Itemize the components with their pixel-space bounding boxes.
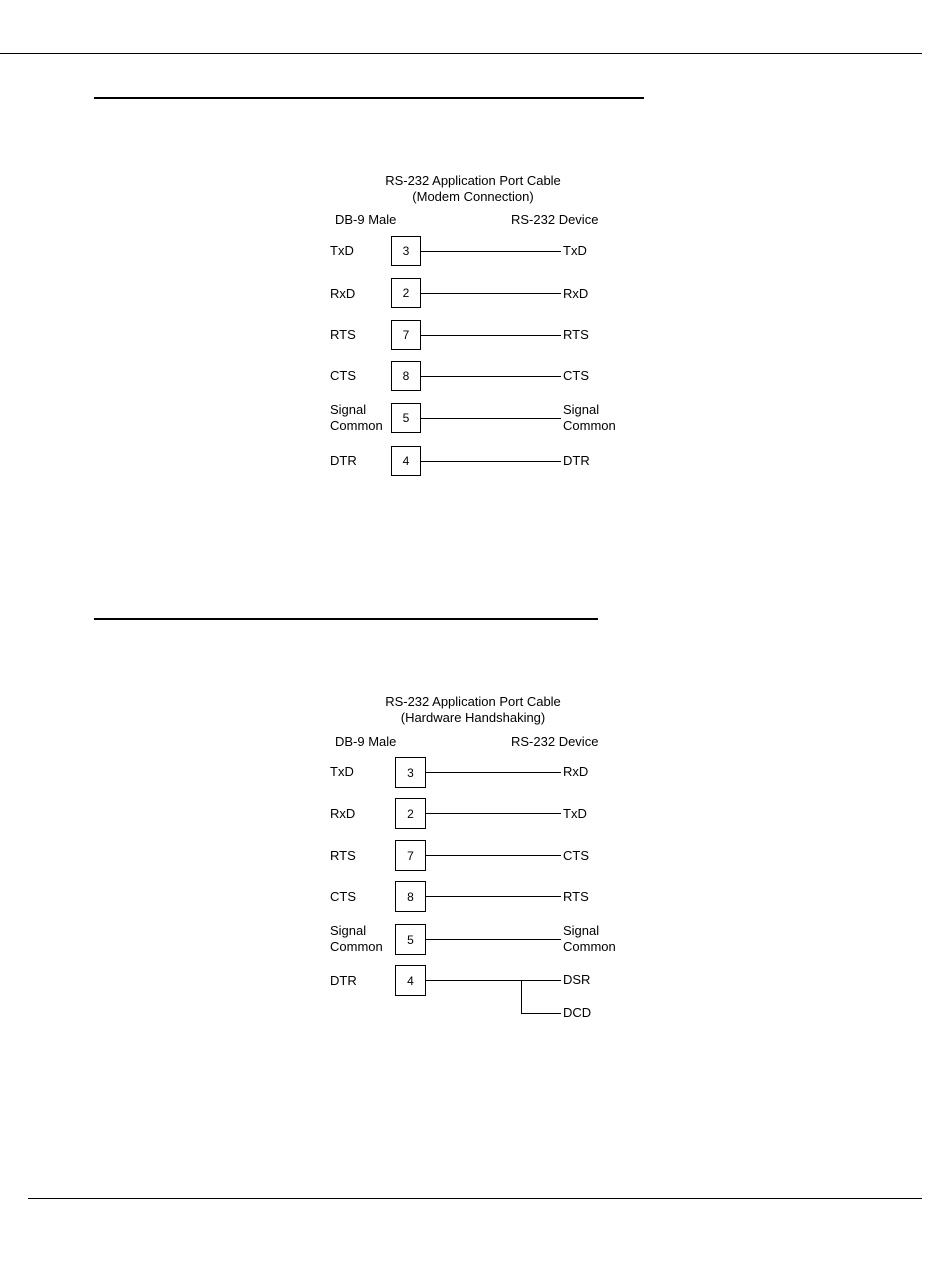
left-signal-label: RTS	[330, 327, 356, 342]
right-signal-label: TxD	[563, 806, 587, 821]
right-signal-label: DTR	[563, 453, 590, 468]
left-signal-label: TxD	[330, 243, 354, 258]
right-signal-label: RTS	[563, 889, 589, 904]
diagram-title-line1: RS-232 Application Port Cable	[385, 173, 561, 188]
left-signal-label: DTR	[330, 973, 357, 988]
pin-box: 7	[395, 840, 426, 871]
left-signal-label-line1: Signal	[330, 923, 367, 938]
left-signal-label: CTS	[330, 368, 356, 383]
left-signal-label: TxD	[330, 764, 354, 779]
left-signal-label: RxD	[330, 806, 356, 821]
right-signal-label: RxD	[563, 286, 589, 301]
wire	[426, 939, 561, 940]
left-connector-header: DB-9 Male	[335, 212, 397, 227]
left-connector-header: DB-9 Male	[335, 734, 397, 749]
pin-box: 8	[391, 361, 421, 391]
pin-box: 3	[391, 236, 421, 266]
diagram-title-line2: (Modem Connection)	[412, 189, 534, 204]
right-signal-label: DSR	[563, 972, 591, 987]
right-signal-label: TxD	[563, 243, 587, 258]
right-signal-label: RTS	[563, 327, 589, 342]
right-signal-label: RxD	[563, 764, 589, 779]
bottom-page-rule	[28, 1198, 922, 1199]
right-signal-label-line1: Signal	[563, 923, 600, 938]
right-signal-label-line2: Common	[563, 418, 616, 433]
right-device-header: RS-232 Device	[511, 734, 599, 749]
wire	[426, 896, 561, 897]
left-signal-label	[330, 923, 383, 955]
diagram-title-line1: RS-232 Application Port Cable	[385, 694, 561, 709]
left-signal-label-line1: Signal	[330, 402, 367, 417]
pin-box: 5	[395, 924, 426, 955]
pin-box: 5	[391, 403, 421, 433]
pin-box: 2	[395, 798, 426, 829]
wire	[426, 813, 561, 814]
left-signal-label: DTR	[330, 453, 357, 468]
left-signal-label: RTS	[330, 848, 356, 863]
wire	[426, 772, 561, 773]
pin-box: 2	[391, 278, 421, 308]
pin-box: 4	[395, 965, 426, 996]
pin-box: 4	[391, 446, 421, 476]
pin-box: 8	[395, 881, 426, 912]
left-signal-label: CTS	[330, 889, 356, 904]
left-signal-label: RxD	[330, 286, 356, 301]
right-device-header: RS-232 Device	[511, 212, 599, 227]
branch-wire-vertical	[521, 980, 522, 1013]
right-signal-label-line1: Signal	[563, 402, 600, 417]
right-signal-label	[563, 923, 616, 955]
left-signal-label-line2: Common	[330, 939, 383, 954]
diagram-title-line2: (Hardware Handshaking)	[400, 710, 546, 725]
right-signal-label: CTS	[563, 368, 589, 383]
pin-box: 3	[395, 757, 426, 788]
pin-box: 7	[391, 320, 421, 350]
diagram-title	[323, 694, 623, 726]
branch-wire-horizontal	[521, 1013, 561, 1014]
right-signal-label: CTS	[563, 848, 589, 863]
branch-signal-label: DCD	[563, 1005, 592, 1020]
wire	[426, 855, 561, 856]
right-signal-label-line2: Common	[563, 939, 616, 954]
left-signal-label-line2: Common	[330, 418, 383, 433]
wire	[426, 980, 561, 981]
